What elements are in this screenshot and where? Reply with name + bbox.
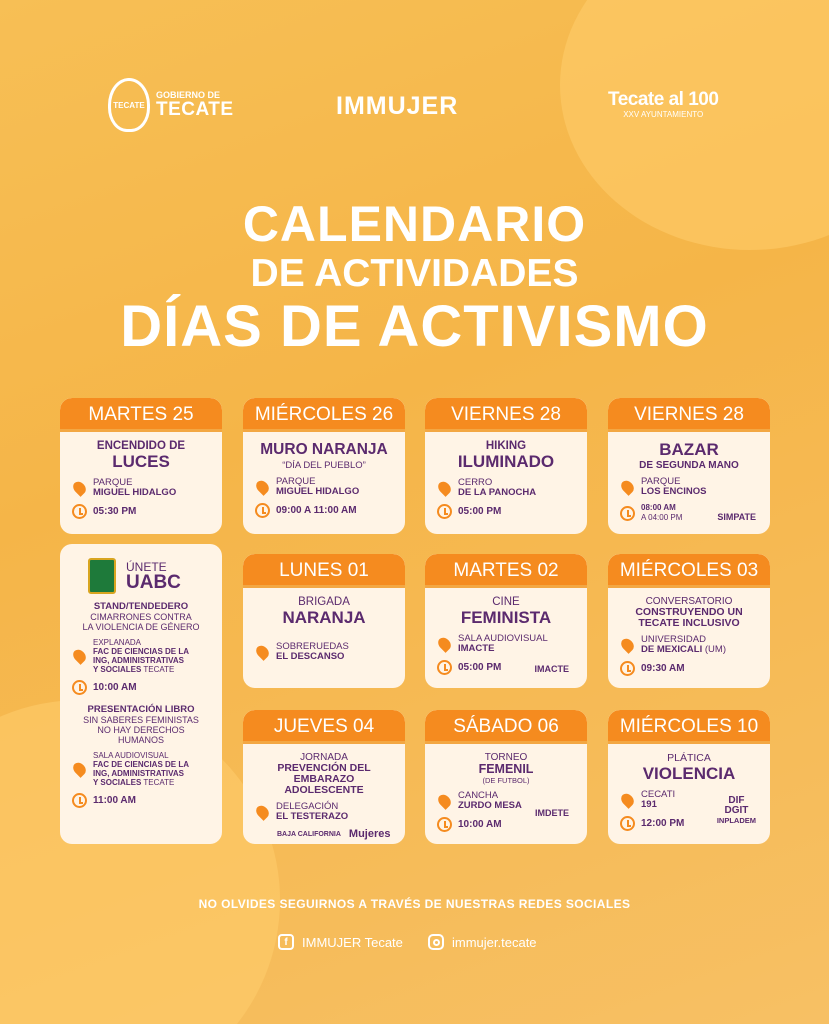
- event-time: 11:00 AM: [72, 793, 210, 808]
- card-day: VIERNES 28: [608, 398, 770, 432]
- event-pretitle: TORNEO: [484, 752, 528, 763]
- clock-icon: [620, 661, 635, 676]
- event-time: 12:00 PM: [620, 816, 758, 831]
- location-pin-icon: [619, 478, 637, 496]
- dgit-logo: DGIT: [724, 805, 749, 816]
- event-subtitle: DE SEGUNDA MANO: [639, 460, 739, 471]
- partner-logos: [717, 796, 756, 826]
- location-pin-icon: [619, 636, 637, 654]
- card-day: SÁBADO 06: [425, 710, 587, 744]
- inpladem-logo: INPLADEM: [716, 816, 756, 825]
- clock-icon: [72, 680, 87, 695]
- clock-icon: [620, 816, 635, 831]
- title-line-1: CALENDARIO: [242, 196, 587, 252]
- card-day: MIÉRCOLES 26: [243, 398, 405, 432]
- location-pin-icon: [254, 803, 272, 821]
- event-pretitle: HIKING: [485, 440, 527, 452]
- event-time: 05:00 PM: [437, 504, 575, 519]
- tecate-label: TECATE: [156, 99, 234, 120]
- event-title: LUCES: [112, 452, 170, 471]
- location-pin-icon: [436, 635, 454, 653]
- event-pretitle: ENCENDIDO DE: [96, 440, 186, 452]
- mujeres-logo: Mujeres: [348, 828, 391, 840]
- tecate-seal-icon: TECATE: [108, 78, 150, 132]
- event-time: 09:30 AM: [620, 661, 758, 676]
- clock-icon: [620, 506, 635, 521]
- event-card: [608, 710, 770, 844]
- event-time: 05:00 PM: [437, 660, 575, 675]
- event-card: [425, 398, 587, 534]
- location-pin-icon: [71, 647, 89, 665]
- event-title: FEMINISTA: [460, 608, 552, 627]
- clock-icon: [437, 504, 452, 519]
- title-line-3: DÍAS DE ACTIVISMO: [120, 294, 709, 359]
- event-time: 10:00 AM: [72, 680, 210, 695]
- instagram-icon: [428, 934, 444, 950]
- event-pretitle: CINE: [492, 596, 520, 608]
- card-day: MARTES 02: [425, 554, 587, 588]
- event-subtitle: (DE FUTBOL): [482, 776, 530, 785]
- clock-icon: [437, 817, 452, 832]
- uabc-label: UABC: [126, 572, 181, 593]
- event-location: PARQUE LOS ENCINOS: [620, 477, 758, 497]
- gobierno-tecate-logo: [108, 78, 234, 132]
- event-time: 10:00 AM: [437, 817, 575, 832]
- instagram-handle: immujer.tecate: [452, 934, 537, 950]
- facebook-handle: IMMUJER Tecate: [302, 934, 403, 950]
- event-title: ILUMINADO: [457, 452, 555, 471]
- event-location: SALA AUDIOVISUAL IMACTE: [437, 634, 575, 654]
- card-day: JUEVES 04: [243, 710, 405, 744]
- event-location: PARQUE MIGUEL HIDALGO: [72, 478, 210, 498]
- event-subtitle: “DÍA DEL PUEBLO”: [282, 460, 366, 471]
- immujer-logo: IMMUJER: [336, 92, 459, 120]
- location-pin-icon: [254, 478, 272, 496]
- tecate-al-100-logo: Tecate al 100 XXV AYUNTAMIENTO: [608, 89, 719, 119]
- social-note: NO OLVIDES SEGUIRNOS A TRAVÉS DE NUESTRAS REDES SOCIALES: [198, 897, 631, 911]
- card-day: LUNES 01: [243, 554, 405, 588]
- event-card: [608, 398, 770, 534]
- uabc-card: ÚNETE UABC STAND/TENDEDERO CIMARRONES CONTRA LA VIOLENCIA DE GÉNERO EXPLANADA FAC DE CIENCIAS DE LA ING, ADMINISTRATIVAS Y SOCIALES TECATE 10:00 AM PRESENTACIÓN LIBRO SIN SABERES FEMINISTAS NO HAY DERECHOS HUMANOS SALA AUDIOVISUAL FAC DE CIENCIAS DE LA ING, ADMINISTRATIVAS Y SOCIALES TECATE 11:00 AM: [60, 544, 222, 844]
- location-pin-icon: [71, 760, 89, 778]
- card-day: VIERNES 28: [425, 398, 587, 432]
- clock-icon: [72, 793, 87, 808]
- location-pin-icon: [619, 791, 637, 809]
- event-location: DELEGACIÓN EL TESTERAZO: [255, 802, 393, 822]
- join-label: ÚNETE: [126, 560, 167, 574]
- simpate-logo: SIMPATE: [717, 512, 756, 522]
- instagram-link[interactable]: [428, 934, 537, 950]
- clock-icon: [72, 504, 87, 519]
- event-location: SALA AUDIOVISUAL FAC DE CIENCIAS DE LA ING, ADMINISTRATIVAS Y SOCIALES TECATE: [72, 751, 210, 787]
- imdete-logo: IMDETE: [534, 808, 569, 818]
- event-time: 09:00 A 11:00 AM: [255, 503, 393, 518]
- uabc-shield-icon: [88, 558, 116, 594]
- page-title: [0, 198, 829, 358]
- event-card: [60, 398, 222, 534]
- event-location: CERRO DE LA PANOCHA: [437, 478, 575, 498]
- facebook-link[interactable]: [278, 934, 403, 950]
- clock-icon: [255, 503, 270, 518]
- event-location: UNIVERSIDAD DE MEXICALI (UM): [620, 635, 758, 655]
- card-day: MIÉRCOLES 10: [608, 710, 770, 744]
- event-card: [243, 554, 405, 688]
- clock-icon: [437, 660, 452, 675]
- event-title: BAZAR: [659, 440, 719, 459]
- card-day: MARTES 25: [60, 398, 222, 432]
- imacte-logo: IMACTE: [534, 664, 569, 674]
- event-time: 05:30 PM: [72, 504, 210, 519]
- event-location: PARQUE MIGUEL HIDALGO: [255, 477, 393, 497]
- event-location: EXPLANADA FAC DE CIENCIAS DE LA ING, ADMINISTRATIVAS Y SOCIALES TECATE: [72, 638, 210, 674]
- location-pin-icon: [254, 643, 272, 661]
- gobierno-label: GOBIERNO DE: [156, 90, 221, 100]
- title-line-2: DE ACTIVIDADES: [250, 252, 579, 295]
- location-pin-icon: [436, 792, 454, 810]
- location-pin-icon: [71, 479, 89, 497]
- card-day: MIÉRCOLES 03: [608, 554, 770, 588]
- event-card: [425, 554, 587, 688]
- event-time: 08:00 AM A 04:00 PM: [620, 503, 758, 523]
- logo-bar: [0, 78, 829, 138]
- event-title: MURO NARANJA: [260, 441, 388, 458]
- event-pretitle: BRIGADA: [298, 596, 350, 608]
- event-card: [243, 398, 405, 534]
- event-location: CECATI 191: [620, 790, 758, 810]
- event-card: MIÉRCOLES 03 CONVERSATORIO CONSTRUYENDO UN TECATE INCLUSIVO UNIVERSIDAD DE MEXICALI (UM) 09:30 AM: [608, 554, 770, 688]
- event-title: FEMENIL: [478, 762, 534, 776]
- baja-california-logo: BAJA CALIFORNIA: [277, 830, 341, 838]
- event-title: VIOLENCIA: [642, 764, 736, 783]
- event-location: CANCHA ZURDO MESA: [437, 791, 575, 811]
- event-title: NARANJA: [282, 608, 366, 627]
- event-card: JUEVES 04 JORNADA PREVENCIÓN DEL EMBARAZO ADOLESCENTE DELEGACIÓN EL TESTERAZO BAJA CALIFORNIA Mujeres: [243, 710, 405, 844]
- facebook-icon: f: [278, 934, 294, 950]
- location-pin-icon: [436, 479, 454, 497]
- event-card: [425, 710, 587, 844]
- event-pretitle: PLÁTICA: [667, 752, 711, 764]
- event-location: SOBRERUEDAS EL DESCANSO: [255, 642, 393, 662]
- dif-logo: DIF: [728, 795, 745, 806]
